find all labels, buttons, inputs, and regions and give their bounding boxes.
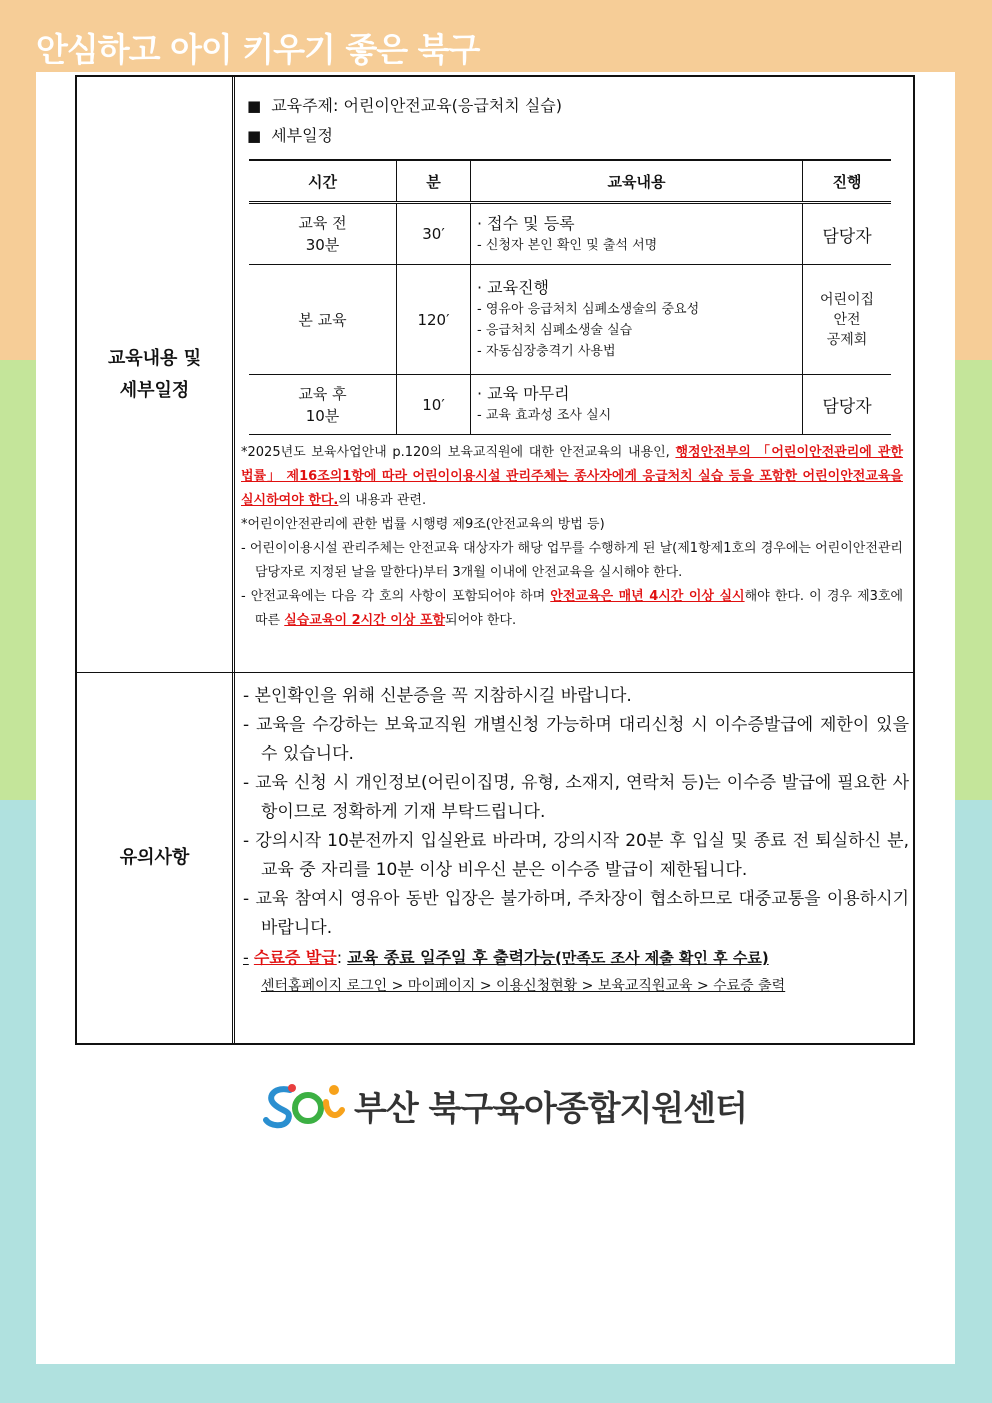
table-row — [249, 203, 891, 265]
header-content: 교육내용 — [471, 160, 803, 203]
slogan: 안심하고 아이 키우기 좋은 북구 — [36, 30, 480, 69]
row-lead: 담당자 — [803, 375, 892, 435]
notice-item: - 본인확인을 위해 신분증을 꼭 지참하시길 바랍니다. — [243, 686, 632, 706]
time-line: 교육 후 — [298, 384, 347, 403]
row-minutes: 120′ — [397, 265, 471, 375]
cert-colon: : — [336, 948, 348, 967]
topic-text: 교육주제: 어린이안전교육(응급처치 실습) — [271, 96, 562, 115]
lead-line: 어린이집 — [819, 291, 875, 308]
table-row — [249, 265, 891, 375]
time-line: 30분 — [305, 236, 340, 254]
schedule-table — [249, 159, 891, 435]
section-label-education — [77, 77, 235, 672]
sub-bullet: - 교육 효과성 조사 실시 — [477, 408, 612, 423]
notice-item: - 교육을 수강하는 보육교직원 개별신청 가능하며 대리신청 시 이수증발급에 제한이 있을 수 있습니다. — [243, 715, 909, 764]
schedule-header-row — [249, 160, 891, 203]
topic-line — [247, 91, 907, 121]
main-bullet: · 교육 마무리 — [477, 384, 570, 403]
row-content — [471, 203, 803, 265]
square-bullet-icon: ■ — [247, 97, 262, 115]
note-highlight: 행정안전부의 「어린이안전관리에 관한 법률」 제16조의1항에 따라 어린이이용시설 관리주체는 종사자에게 응급처치 실습 등을 포함한 어린이안전교육을 실시하여야 한다. — [241, 445, 903, 508]
note-paragraph — [241, 441, 903, 513]
schedule-heading-line — [247, 121, 907, 151]
header-minutes: 분 — [397, 160, 471, 203]
cert-path: 센터홈페이지 로그인 > 마이페이지 > 이용신청현황 > 보육교직원교육 > 수료증 출력 — [261, 978, 786, 994]
footer-logo — [262, 1080, 747, 1130]
cert-label: 수료증 발급 — [253, 948, 337, 967]
table-row — [249, 375, 891, 435]
sci-logo-icon — [262, 1080, 348, 1130]
center-name: 부산 북구육아종합지원센터 — [354, 1088, 747, 1129]
education-content — [241, 91, 907, 633]
row-minutes: 30′ — [397, 203, 471, 265]
row-content — [471, 375, 803, 435]
note-highlight: 안전교육은 매년 4시간 이상 실시 — [550, 589, 745, 604]
sub-bullet: - 응급처치 심폐소생술 실습 — [477, 323, 633, 338]
sub-bullet: - 자동심장충격기 사용법 — [477, 344, 616, 359]
cert-dash: - — [243, 948, 249, 967]
section-label-line1: 교육내용 및 — [107, 347, 202, 369]
header-lead: 진행 — [803, 160, 892, 203]
lead-line: 안전 — [833, 311, 861, 328]
sub-bullet: - 신청자 본인 확인 및 출석 서명 — [477, 237, 658, 253]
note-text: 해야 한다. 이 경우 제3호에 따른 — [255, 589, 904, 628]
note-text: 되어야 한다. — [445, 613, 517, 628]
main-bullet: · 교육진행 — [477, 278, 549, 297]
cert-paren: (만족도 조사 제출 확인 후 수료) — [554, 949, 769, 967]
row-time — [249, 203, 397, 265]
lead-line: 공제회 — [826, 331, 868, 348]
notice-content — [243, 682, 909, 999]
note-paragraph — [241, 585, 903, 633]
section-label-line2: 세부일정 — [119, 379, 190, 401]
note-highlight: 실습교육이 2시간 이상 포함 — [284, 613, 446, 628]
certificate-line — [243, 943, 909, 973]
sub-bullet: - 영유아 응급처치 심폐소생술의 중요성 — [477, 302, 700, 317]
note-paragraph: - 어린이이용시설 관리주체는 안전교육 대상자가 해당 업무를 수행하게 된 날(제1항제1호의 경우에는 어린이안전관리 담당자로 지정된 날을 말한다)부터 3개월 이내에 안전교육을 실시해야 한다. — [241, 541, 903, 580]
header-time: 시간 — [249, 160, 397, 203]
section-label-notice: 유의사항 — [77, 673, 235, 1043]
schedule-heading: 세부일정 — [271, 126, 334, 145]
row-lead — [803, 265, 892, 375]
legal-notes — [241, 441, 903, 633]
row-minutes: 10′ — [397, 375, 471, 435]
note-paragraph: *어린이안전관리에 관한 법률 시행령 제9조(안전교육의 방법 등) — [241, 517, 605, 532]
time-line: 교육 전 — [298, 214, 347, 232]
row-lead: 담당자 — [803, 203, 892, 265]
row-time — [249, 375, 397, 435]
note-text: - 안전교육에는 다음 각 호의 사항이 포함되어야 하며 — [241, 589, 551, 604]
square-bullet-icon: ■ — [247, 127, 262, 145]
main-bullet: · 접수 및 등록 — [477, 213, 575, 233]
notice-item: - 교육 참여시 영유아 동반 입장은 불가하며, 주차장이 협소하므로 대중교통을 이용하시기 바랍니다. — [243, 889, 909, 938]
note-text: 의 내용과 관련. — [338, 493, 427, 508]
notice-item: - 강의시작 10분전까지 입실완료 바라며, 강의시작 20분 후 입실 및 종료 전 퇴실하신 분, 교육 중 자리를 10분 이상 비우신 분은 이수증 발급이 제한됩니다. — [243, 831, 909, 880]
note-text: *2025년도 보육사업안내 p.120의 보육교직원에 대한 안전교육의 내용인, — [241, 445, 676, 460]
notice-item: - 교육 신청 시 개인정보(어린이집명, 유형, 소재지, 연락처 등)는 이수증 발급에 필요한 사항이므로 정확하게 기재 부탁드립니다. — [243, 773, 909, 822]
cert-main: 교육 종료 일주일 후 출력가능 — [347, 948, 555, 967]
time-line: 10분 — [305, 406, 340, 425]
row-content — [471, 265, 803, 375]
row-time: 본 교육 — [249, 265, 397, 375]
